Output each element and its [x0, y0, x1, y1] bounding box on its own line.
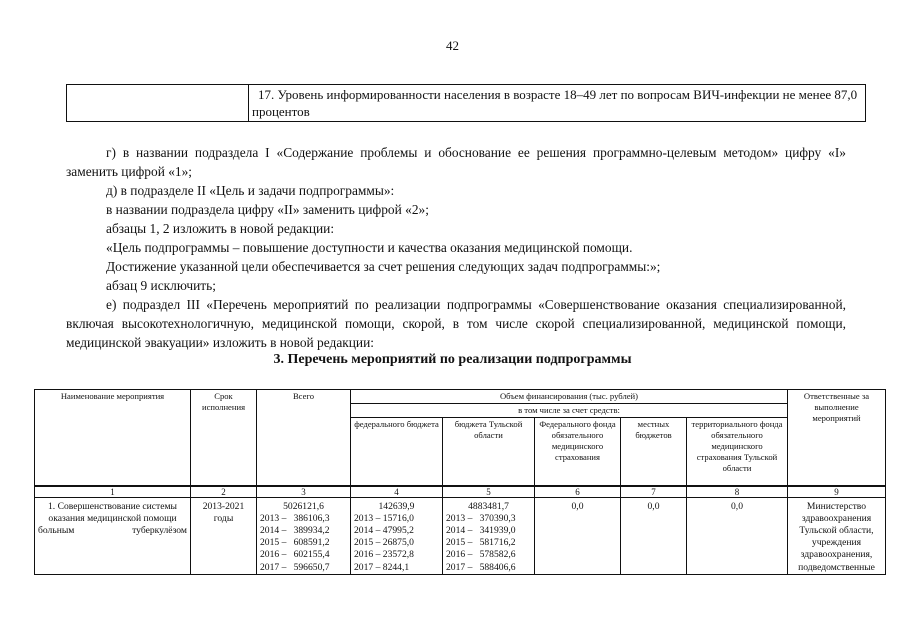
row-total: 5026121,6 [283, 500, 324, 512]
top-table-empty-cell [67, 85, 249, 122]
header-term: Срок исполнения [191, 390, 257, 486]
col-number: 8 [687, 486, 788, 498]
row-tula-cell [443, 497, 535, 574]
paragraph-rename: в названии подраздела цифру «II» заменить цифрой «2»; [106, 202, 429, 217]
header-ffoms: Федерального фонда обязательного медицинского страхования [535, 418, 621, 486]
row-responsible: Министерство здравоохранения Тульской области, учреждения здравоохранения, подведомственные [788, 497, 886, 574]
row-federal-year: 2017 – 8244,1 [354, 561, 410, 573]
header-name: Наименование мероприятия [35, 390, 191, 486]
row-tula: 4883481,7 [468, 500, 509, 512]
activities-table [34, 389, 886, 575]
section-title: 3. Перечень мероприятий по реализации подпрограммы [273, 352, 632, 367]
header-funding: Объем финансирования (тыс. рублей) [351, 390, 788, 404]
row-total-year: 2017 – 596650,7 [260, 561, 330, 573]
row-name: 1. Совершенствование системы оказания медицинской помощи больным туберкулёзом [35, 497, 191, 574]
col-number: 9 [788, 486, 886, 498]
paragraph-abzats-1-2: абзацы 1, 2 изложить в новой редакции: [106, 221, 335, 236]
row-federal-year: 2014 – 47995,2 [354, 524, 414, 536]
row-tula-year: 2017 – 588406,6 [446, 561, 516, 573]
header-tfoms: территориального фонда обязательного медицинского страхования Тульской области [687, 418, 788, 486]
header-federal: федерального бюджета [351, 418, 443, 486]
row-total-cell [257, 497, 351, 574]
page-number: 42 [446, 38, 459, 53]
header-including: в том числе за счет средств: [351, 404, 788, 418]
row-federal: 142639,9 [378, 500, 415, 512]
col-number: 6 [535, 486, 621, 498]
row-local: 0,0 [621, 497, 687, 574]
header-responsible: Ответственные за выполнение мероприятий [788, 390, 886, 486]
col-number: 3 [257, 486, 351, 498]
col-number: 5 [443, 486, 535, 498]
table-row [35, 497, 886, 574]
paragraph-e: е) подраздел III «Перечень мероприятий по реализации подпрограммы «Совершенствование оказания специализированной, включая высокотехнологичную, медицинской помощи, скорой, в том числе скорой специализированной, медицинской помощи, медицинской эвакуации» изложить в новой редакции: [66, 297, 846, 350]
row-term: 2013-2021 годы [191, 497, 257, 574]
header-tula: бюджета Тульской области [443, 418, 535, 486]
paragraph-abzats-9: абзац 9 исключить; [106, 278, 216, 293]
row-total-year: 2013 – 386106,3 [260, 512, 330, 524]
row-federal-year: 2016 – 23572,8 [354, 549, 414, 561]
row-total-year: 2015 – 608591,2 [260, 537, 330, 549]
header-local: местных бюджетов [621, 418, 687, 486]
row-tula-year: 2014 – 341939,0 [446, 524, 516, 536]
row-total-year: 2016 – 602155,4 [260, 549, 330, 561]
row-tfoms: 0,0 [687, 497, 788, 574]
row-federal-cell [351, 497, 443, 574]
row-total-year: 2014 – 389934,2 [260, 524, 330, 536]
paragraph-achievement: Достижение указанной цели обеспечивается за счет решения следующих задач подпрограммы:»; [106, 259, 661, 274]
row-ffoms: 0,0 [535, 497, 621, 574]
col-number: 4 [351, 486, 443, 498]
row-federal-year: 2015 – 26875,0 [354, 537, 414, 549]
paragraph-goal: «Цель подпрограммы – повышение доступности и качества оказания медицинской помощи. [106, 240, 633, 255]
row-tula-year: 2013 – 370390,3 [446, 512, 516, 524]
row-tula-year: 2016 – 578582,6 [446, 549, 516, 561]
header-total: Всего [257, 390, 351, 486]
paragraph-d: д) в подразделе II «Цель и задачи подпрограммы»: [106, 183, 395, 198]
paragraph-g: г) в названии подраздела I «Содержание проблемы и обоснование ее решения программно-целевым методом» цифру «I» заменить цифрой «1»; [66, 145, 846, 179]
col-number: 1 [35, 486, 191, 498]
col-number: 7 [621, 486, 687, 498]
col-number: 2 [191, 486, 257, 498]
row-tula-year: 2015 – 581716,2 [446, 537, 516, 549]
top-table-fragment [66, 84, 866, 122]
top-table-text: 17. Уровень информированности населения в возрасте 18–49 лет по вопросам ВИЧ-инфекции не менее 87,0 процентов [249, 85, 866, 122]
row-federal-year: 2013 – 15716,0 [354, 512, 414, 524]
